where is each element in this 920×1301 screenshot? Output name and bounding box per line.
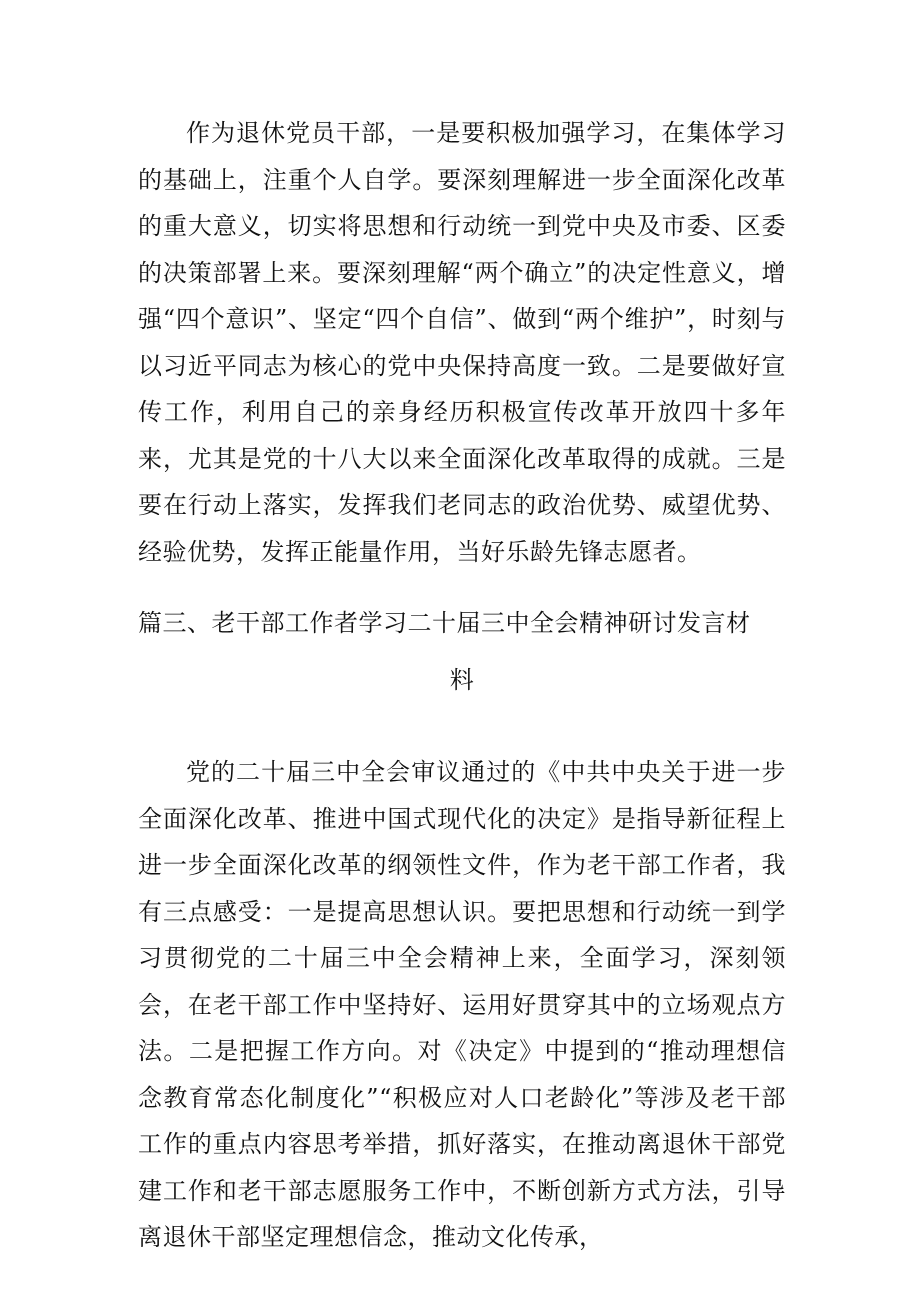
section-heading-line-2: 料 <box>449 666 475 694</box>
section-heading <box>138 598 786 705</box>
body-paragraph-retired-cadre: 作为退休党员干部，一是要积极加强学习，在集体学习的基础上，注重个人自学。要深刻理解进一步全面深化改革的重大意义，切实将思想和行动统一到党中央及市委、区委的决策部署上来。要深刻理解“两个确立”的决定性意义，增强“四个意识”、坚定“四个自信”、做到“两个维护”，时刻与以习近平同志为核心的党中央保持高度一致。二是要做好宣传工作，利用自己的亲身经历积极宣传改革开放四十多年来，尤其是党的十八大以来全面深化改革取得的成就。三是要在行动上落实，发挥我们老同志的政治优势、威望优势、经验优势，发挥正能量作用，当好乐龄先锋志愿者。 <box>138 119 786 566</box>
body-paragraph-cadre-worker: 党的二十届三中全会审议通过的《中共中央关于进一步全面深化改革、推进中国式现代化的决定》是指导新征程上进一步全面深化改革的纲领性文件，作为老干部工作者，我有三点感受：一是提高思想认识。要把思想和行动统一到学习贯彻党的二十届三中全会精神上来，全面学习，深刻领会，在老干部工作中坚持好、运用好贯穿其中的立场观点方法。二是把握工作方向。对《决定》中提到的“推动理想信念教育常态化制度化”“积极应对人口老龄化”等涉及老干部工作的重点内容思考举措，抓好落实，在推动离退休干部党建工作和老干部志愿服务工作中，不断创新方式方法，引导离退休干部坚定理想信念，推动文化传承， <box>138 758 786 1251</box>
section-heading-line-1: 篇三、老干部工作者学习二十届三中全会精神研讨发言材 <box>138 609 751 637</box>
